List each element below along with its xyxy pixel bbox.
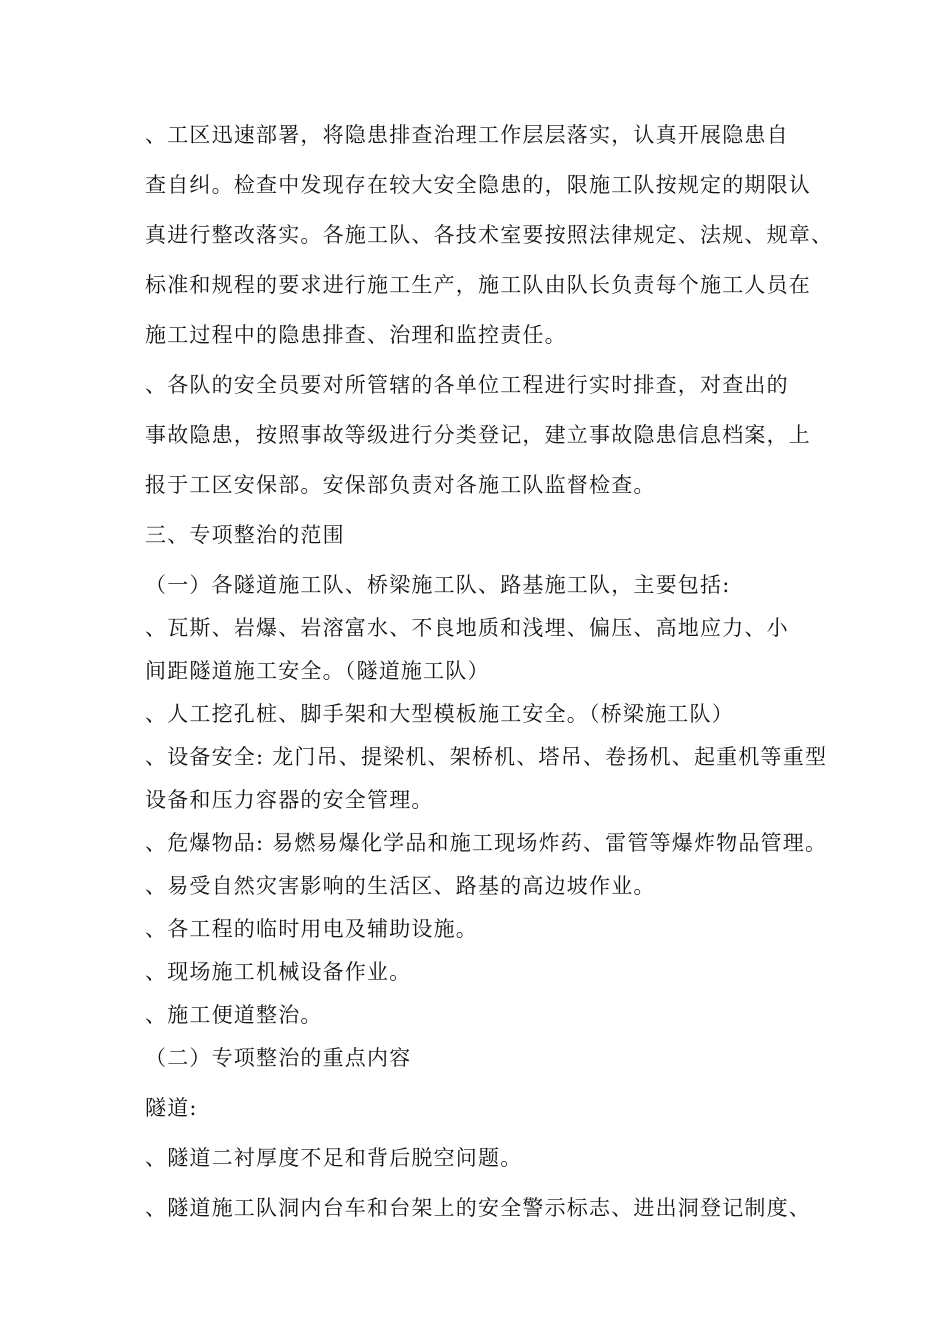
list-item-line: 、隧道二衬厚度不足和背后脱空问题。 xyxy=(145,1146,523,1170)
list-item-line: 间距隧道施工安全。（隧道施工队） xyxy=(145,659,490,683)
paragraph-line: 报于工区安保部。安保部负责对各施工队监督检查。 xyxy=(145,473,656,497)
list-item-line: 、危爆物品: 易燃易爆化学品和施工现场炸药、雷管等爆炸物品管理。 xyxy=(145,831,828,855)
paragraph-line: 、工区迅速部署，将隐患排查治理工作层层落实，认真开展隐患自 xyxy=(145,123,789,147)
list-item-line: 、人工挖孔桩、脚手架和大型模板施工安全。（桥梁施工队） xyxy=(145,702,734,726)
paragraph-line: 施工过程中的隐患排查、治理和监控责任。 xyxy=(145,323,567,347)
subsection-heading: （二）专项整治的重点内容 xyxy=(145,1046,412,1070)
list-item-line: 、隧道施工队洞内台车和台架上的安全警示标志、进出洞登记制度、 xyxy=(145,1196,811,1220)
list-item-line: 设备和压力容器的安全管理。 xyxy=(145,788,434,812)
paragraph-line: 查自纠。检查中发现存在较大安全隐患的，限施工队按规定的期限认 xyxy=(145,173,811,197)
section-heading: 三、专项整治的范围 xyxy=(145,523,345,547)
list-item-line: 、设备安全: 龙门吊、提梁机、架桥机、塔吊、卷扬机、起重机等重型 xyxy=(145,745,828,769)
list-item-line: 、瓦斯、岩爆、岩溶富水、不良地质和浅埋、偏压、高地应力、小 xyxy=(145,616,789,640)
subsection-heading: （一）各隧道施工队、桥梁施工队、路基施工队，主要包括: xyxy=(145,573,731,597)
list-item-line: 、现场施工机械设备作业。 xyxy=(145,960,412,984)
list-item-line: 、施工便道整治。 xyxy=(145,1003,323,1027)
list-item-line: 、各工程的临时用电及辅助设施。 xyxy=(145,917,478,941)
paragraph-line: 真进行整改落实。各施工队、各技术室要按照法律规定、法规、规章、 xyxy=(145,223,834,247)
paragraph-line: 事故隐患，按照事故等级进行分类登记，建立事故隐患信息档案，上 xyxy=(145,423,811,447)
list-item-line: 、易受自然灾害影响的生活区、路基的高边坡作业。 xyxy=(145,874,656,898)
category-label: 隧道: xyxy=(145,1096,198,1120)
paragraph-line: 标准和规程的要求进行施工生产，施工队由队长负责每个施工人员在 xyxy=(145,273,811,297)
paragraph-line: 、各队的安全员要对所管辖的各单位工程进行实时排查，对查出的 xyxy=(145,373,789,397)
